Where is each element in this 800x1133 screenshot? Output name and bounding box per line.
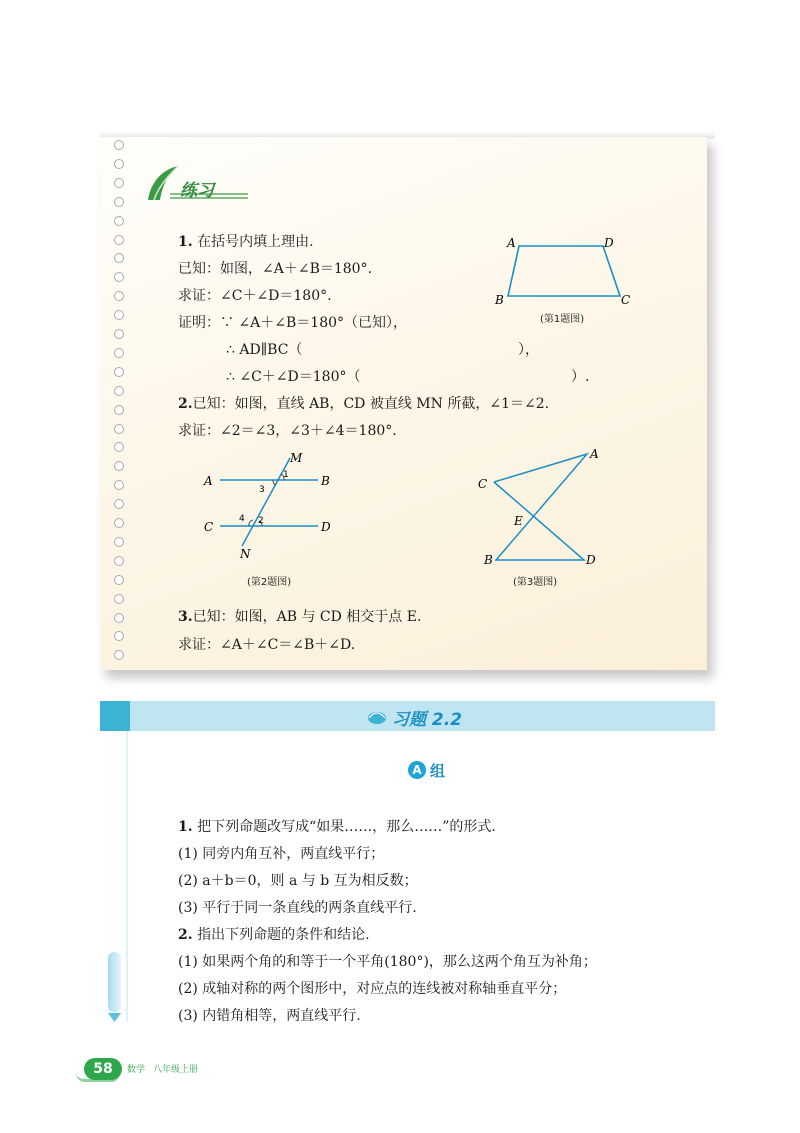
q3-prove: 求证：∠A＋∠C＝∠B＋∠D. xyxy=(178,637,356,653)
fig3-label-c: C xyxy=(478,477,488,491)
fig2-angle-1: 1 xyxy=(283,470,289,480)
q1-stem xyxy=(178,231,314,251)
binder-ring xyxy=(114,140,124,150)
binder-rings xyxy=(114,140,130,670)
page-number: 58 xyxy=(84,1058,122,1080)
binder-ring xyxy=(114,575,124,585)
q1-proof-line3: ∴ ∠C＋∠D＝180°（ xyxy=(226,369,361,385)
ex-q1-number: 1. xyxy=(178,819,193,835)
exercise-title: 习题 2.2 xyxy=(392,710,463,730)
side-scroll-bar xyxy=(108,952,121,1012)
ex-q2-number: 2. xyxy=(178,927,193,943)
ex-q1-item-1: (1) 同旁内角互补，两直线平行； xyxy=(178,846,385,862)
fig2-angle-2: 2 xyxy=(258,516,264,526)
footer-grade: 八年级上册 xyxy=(153,1065,199,1075)
q3-stem xyxy=(178,606,421,626)
binder-ring xyxy=(114,461,124,471)
ex-q2-item-1: (1) 如果两个角的和等于一个平角(180°)，那么这两个角互为补角； xyxy=(178,954,597,970)
fig1-label-b: B xyxy=(495,293,504,307)
fig1-label-a: A xyxy=(507,236,516,250)
q3-stem-text: 已知：如图，AB 与 CD 相交于点 E. xyxy=(192,609,422,625)
figure-3-intersecting-lines xyxy=(472,442,612,572)
binder-ring xyxy=(114,631,124,641)
binder-ring xyxy=(114,367,124,377)
figure-1-trapezoid xyxy=(490,232,640,312)
binder-ring xyxy=(114,594,124,604)
leaf-icon xyxy=(366,706,388,726)
q2-number: 2. xyxy=(178,396,193,412)
binder-ring xyxy=(114,310,124,320)
footer-book-info xyxy=(127,1062,206,1075)
ex-q2-stem xyxy=(178,924,370,944)
q2-prove: 求证：∠2＝∠3，∠3＋∠4＝180°. xyxy=(178,423,397,439)
binder-ring xyxy=(114,253,124,263)
q1-number: 1. xyxy=(178,234,193,250)
binder-ring xyxy=(114,556,124,566)
fig2-angle-3: 3 xyxy=(259,485,265,495)
fig3-label-b: B xyxy=(484,553,493,567)
binder-ring xyxy=(114,178,124,188)
binder-ring xyxy=(114,159,124,169)
scroll-down-arrow-icon xyxy=(108,1013,121,1023)
binder-ring xyxy=(114,329,124,339)
q2-stem-text: 已知：如图，直线 AB，CD 被直线 MN 所截，∠1＝∠2. xyxy=(192,396,550,412)
fig3-label-a: A xyxy=(590,447,599,461)
q1-proof-line1: 证明：∵ ∠A＋∠B＝180°（已知）， xyxy=(178,315,408,331)
fig2-label-a: A xyxy=(204,474,213,488)
binder-ring xyxy=(114,235,124,245)
binder-ring xyxy=(114,405,124,415)
fig2-label-c: C xyxy=(204,520,214,534)
q1-proof-line2-end: ）， xyxy=(518,342,539,358)
footer-subject: 数学 xyxy=(127,1065,146,1075)
group-label: 组 xyxy=(430,762,446,780)
binder-ring xyxy=(114,537,124,547)
q1-stem-text: 在括号内填上理由. xyxy=(197,234,314,250)
practice-title: 练习 xyxy=(180,181,214,201)
fig2-label-n: N xyxy=(240,547,251,560)
figure-2-parallel-lines xyxy=(200,450,350,560)
binder-ring xyxy=(114,272,124,282)
ex-q1-stem-text: 把下列命题改写成“如果……，那么……”的形式. xyxy=(197,819,496,835)
binder-ring xyxy=(114,480,124,490)
q1-prove: 求证：∠C＋∠D＝180°. xyxy=(178,288,332,304)
binder-ring xyxy=(114,499,124,509)
binder-ring xyxy=(114,650,124,660)
fig2-label-d: D xyxy=(321,520,331,534)
fig2-label-m: M xyxy=(290,451,303,465)
group-a-badge: A xyxy=(408,761,426,779)
ex-q1-item-2: (2) a＋b＝0，则 a 与 b 互为相反数； xyxy=(178,873,418,889)
binder-ring xyxy=(114,197,124,207)
q1-given: 已知：如图，∠A＋∠B＝180°. xyxy=(178,261,373,277)
figure-3-caption: (第3题图) xyxy=(513,577,558,588)
binder-ring xyxy=(114,291,124,301)
fig1-label-d: D xyxy=(604,236,614,250)
binder-ring xyxy=(114,348,124,358)
ex-q2-item-2: (2) 成轴对称的两个图形中，对应点的连线被对称轴垂直平分； xyxy=(178,981,567,997)
binder-ring xyxy=(114,216,124,226)
binder-ring xyxy=(114,442,124,452)
ex-q1-stem xyxy=(178,816,496,836)
lower-binder-rings xyxy=(114,677,130,937)
binder-ring xyxy=(114,386,124,396)
ex-q1-item-3: (3) 平行于同一条直线的两条直线平行. xyxy=(178,900,417,916)
figure-2-caption: (第2题图) xyxy=(247,577,292,588)
q1-proof-line2: ∴ AD∥BC（ xyxy=(226,342,303,358)
q2-stem xyxy=(178,393,549,413)
binder-ring xyxy=(114,613,124,623)
figure-1-caption: (第1题图) xyxy=(540,314,585,325)
fig2-label-b: B xyxy=(321,474,330,488)
fig2-angle-4: 4 xyxy=(239,514,245,524)
binder-ring xyxy=(114,424,124,434)
fig1-label-c: C xyxy=(621,293,631,307)
fig3-label-d: D xyxy=(586,553,596,567)
ex-q2-item-3: (3) 内错角相等，两直线平行. xyxy=(178,1008,361,1024)
q1-proof-line3-end: ）. xyxy=(571,369,590,385)
fig3-label-e: E xyxy=(514,514,523,528)
binder-ring xyxy=(114,518,124,528)
q3-number: 3. xyxy=(178,609,193,625)
ex-q2-stem-text: 指出下列命题的条件和结论. xyxy=(197,927,370,943)
